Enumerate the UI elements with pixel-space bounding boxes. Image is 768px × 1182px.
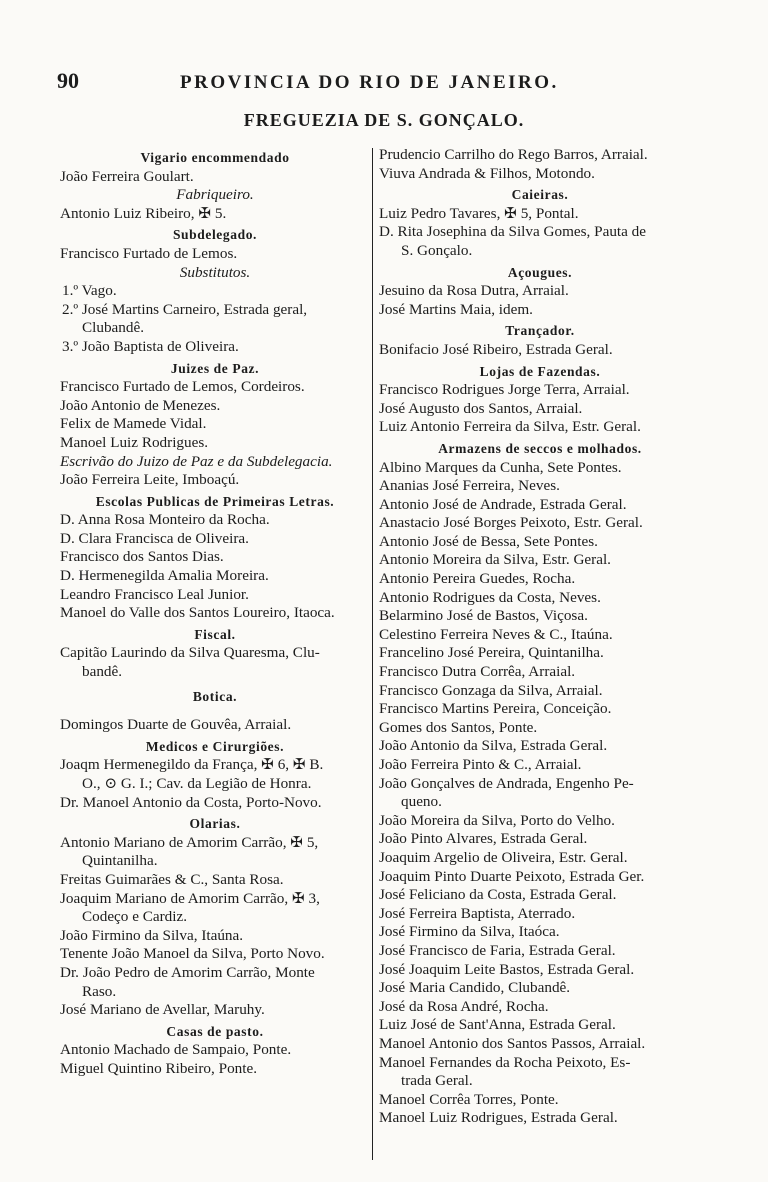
list-item: Joaqm Hermenegildo da França, ✠ 6, ✠ B. bbox=[60, 756, 324, 774]
casas-heading: Casas de pasto. bbox=[166, 1023, 264, 1039]
list-item: Freitas Guimarães & C., Santa Rosa. bbox=[60, 870, 284, 888]
list-item: Joaquim Mariano de Amorim Carrão, ✠ 3, bbox=[60, 889, 320, 907]
armazens-list bbox=[379, 459, 701, 1128]
list-item: Manoel Luiz Rodrigues. bbox=[60, 433, 209, 451]
lojas-heading: Lojas de Fazendas. bbox=[479, 363, 601, 379]
list-item: Manoel Corrêa Torres, Ponte. bbox=[379, 1090, 559, 1108]
list-item: Joaquim Pinto Duarte Peixoto, Estrada Ger. bbox=[379, 867, 645, 885]
list-item: Codeço e Cardiz. bbox=[82, 908, 188, 926]
caieiras-heading: Caieiras. bbox=[511, 187, 569, 203]
list-item: Antonio Machado de Sampaio, Ponte. bbox=[60, 1041, 292, 1059]
list-item: Tenente João Manoel da Silva, Porto Novo. bbox=[60, 945, 325, 963]
list-item: Francisco Rodrigues Jorge Terra, Arraial. bbox=[379, 381, 630, 399]
acougues-heading: Açougues. bbox=[507, 264, 573, 280]
section-title: FREGUEZIA DE S. GONÇALO. bbox=[243, 110, 525, 130]
substituto-entry-cont: Clubandê. bbox=[82, 319, 145, 337]
list-item: Anastacio José Borges Peixoto, Estr. Geral. bbox=[379, 514, 643, 532]
list-item: Miguel Quintino Ribeiro, Ponte. bbox=[60, 1059, 258, 1077]
list-item: Antonio Rodrigues da Costa, Neves. bbox=[379, 588, 601, 606]
trancador-entry: Bonifacio José Ribeiro, Estrada Geral. bbox=[379, 340, 613, 358]
fiscal-entry-cont: bandê. bbox=[82, 663, 123, 681]
trancador-heading: Trançador. bbox=[505, 323, 575, 339]
list-item: Luiz José de Sant'Anna, Estrada Geral. bbox=[379, 1016, 616, 1034]
caieiras-list bbox=[379, 205, 701, 261]
list-item: S. Gonçalo. bbox=[401, 241, 473, 259]
list-item: Ananias José Ferreira, Neves. bbox=[379, 477, 560, 495]
list-item: Antonio José de Bessa, Sete Pontes. bbox=[379, 532, 598, 550]
list-item: Jesuino da Rosa Dutra, Arraial. bbox=[379, 282, 569, 300]
list-item: José Martins Maia, idem. bbox=[379, 300, 533, 318]
vigario-entry: João Ferreira Goulart. bbox=[60, 167, 194, 185]
list-item: trada Geral. bbox=[401, 1072, 473, 1090]
list-item: D. Hermenegilda Amalia Moreira. bbox=[60, 567, 269, 585]
list-item: Antonio José de Andrade, Estrada Geral. bbox=[379, 495, 627, 513]
list-item: D. Rita Josephina da Silva Gomes, Pauta de bbox=[379, 223, 647, 241]
list-item: Francisco Dutra Corrêa, Arraial. bbox=[379, 663, 576, 681]
list-item: João Antonio da Silva, Estrada Geral. bbox=[379, 737, 608, 755]
list-item: Antonio Pereira Guedes, Rocha. bbox=[379, 570, 576, 588]
juizes-heading: Juizes de Paz. bbox=[170, 360, 260, 376]
list-item: Albino Marques da Cunha, Sete Pontes. bbox=[379, 458, 622, 476]
list-item: João Gonçalves de Andrada, Engenho Pe- bbox=[379, 774, 634, 792]
list-item: Manoel Luiz Rodrigues, Estrada Geral. bbox=[379, 1109, 618, 1127]
list-item: queno. bbox=[401, 793, 442, 811]
list-item: Raso. bbox=[82, 982, 117, 1000]
list-item: José Joaquim Leite Bastos, Estrada Geral. bbox=[379, 960, 635, 978]
list-item: Francisco dos Santos Dias. bbox=[60, 548, 224, 566]
escrivao-entry: João Ferreira Leite, Imboaçú. bbox=[60, 471, 240, 489]
list-item: Antonio Moreira da Silva, Estr. Geral. bbox=[379, 551, 611, 569]
list-item: Luiz Antonio Ferreira da Silva, Estr. Geral. bbox=[379, 418, 641, 436]
fiscal-heading: Fiscal. bbox=[194, 626, 236, 642]
list-item: Francisco Martins Pereira, Conceição. bbox=[379, 700, 612, 718]
list-item: João Antonio de Menezes. bbox=[60, 396, 221, 414]
list-item: José Francisco de Faria, Estrada Geral. bbox=[379, 941, 616, 959]
list-item: José Maria Candido, Clubandê. bbox=[379, 979, 571, 997]
list-item: Manoel Fernandes da Rocha Peixoto, Es- bbox=[379, 1053, 631, 1071]
escrivao-heading: Escrivão do Juizo de Paz e da Subdelegacia. bbox=[60, 452, 333, 470]
olarias-heading: Olarias. bbox=[189, 816, 241, 832]
escolas-heading: Escolas Publicas de Primeiras Letras. bbox=[95, 493, 335, 509]
medicos-list bbox=[60, 756, 370, 812]
lojas-list bbox=[379, 381, 701, 437]
subdelegado-heading: Subdelegado. bbox=[172, 227, 258, 243]
list-item: Gomes dos Santos, Ponte. bbox=[379, 718, 538, 736]
right-column bbox=[379, 146, 701, 1128]
botica-heading: Botica. bbox=[192, 688, 238, 704]
list-item: José da Rosa André, Rocha. bbox=[379, 997, 549, 1015]
fabriqueiro-heading: Fabriqueiro. bbox=[176, 186, 254, 204]
botica-entry: Domingos Duarte de Gouvêa, Arraial. bbox=[60, 716, 292, 734]
vigario-heading: Vigario encommendado bbox=[140, 150, 290, 165]
escolas-list bbox=[60, 511, 370, 623]
substituto-entry: 2.º José Martins Carneiro, Estrada geral, bbox=[62, 300, 308, 318]
list-item: Manoel do Valle dos Santos Loureiro, Itaoca. bbox=[60, 604, 335, 622]
list-item: João Ferreira Pinto & C., Arraial. bbox=[379, 756, 582, 773]
casas-list bbox=[60, 1041, 370, 1078]
medicos-heading: Medicos e Cirurgiões. bbox=[145, 738, 285, 754]
page-title: PROVINCIA DO RIO DE JANEIRO. bbox=[180, 72, 559, 93]
page-number: 90 bbox=[57, 68, 79, 93]
list-item: José Ferreira Baptista, Aterrado. bbox=[379, 904, 576, 922]
list-item: Dr. João Pedro de Amorim Carrão, Monte bbox=[60, 963, 315, 981]
list-item: José Firmino da Silva, Itaóca. bbox=[379, 923, 560, 941]
list-item: Felix de Mamede Vidal. bbox=[60, 415, 207, 433]
list-item: Celestino Ferreira Neves & C., Itaúna. bbox=[379, 625, 613, 643]
list-item: Leandro Francisco Leal Junior. bbox=[60, 585, 249, 603]
juizes-list bbox=[60, 378, 370, 452]
fiscal-entry: Capitão Laurindo da Silva Quaresma, Clu- bbox=[60, 644, 320, 662]
acougues-list bbox=[379, 282, 701, 319]
left-column bbox=[60, 146, 370, 1079]
list-item: Antonio Mariano de Amorim Carrão, ✠ 5, bbox=[60, 833, 319, 851]
list-item: Francelino José Pereira, Quintanilha. bbox=[379, 644, 604, 662]
list-item: Dr. Manoel Antonio da Costa, Porto-Novo. bbox=[60, 793, 322, 811]
list-item: João Moreira da Silva, Porto do Velho. bbox=[379, 811, 615, 829]
list-item: Francisco Gonzaga da Silva, Arraial. bbox=[379, 681, 603, 699]
armazens-heading: Armazens de seccos e molhados. bbox=[438, 440, 642, 456]
list-item: João Firmino da Silva, Itaúna. bbox=[60, 926, 244, 944]
list-item: D. Anna Rosa Monteiro da Rocha. bbox=[60, 511, 270, 529]
substitutos-heading: Substitutos. bbox=[179, 263, 251, 281]
fabriqueiro-entry: Antonio Luiz Ribeiro, ✠ 5. bbox=[60, 204, 227, 222]
olarias-list bbox=[60, 834, 370, 1020]
list-item: Prudencio Carrilho do Rego Barros, Arraial. bbox=[379, 146, 648, 163]
list-item: João Pinto Alvares, Estrada Geral. bbox=[379, 830, 588, 848]
list-item: José Mariano de Avellar, Maruhy. bbox=[60, 1001, 265, 1019]
substituto-entry: 1.º Vago. bbox=[62, 282, 117, 300]
list-item: José Augusto dos Santos, Arraial. bbox=[379, 399, 583, 417]
column-divider bbox=[372, 148, 373, 1160]
list-item: D. Clara Francisca de Oliveira. bbox=[60, 529, 249, 547]
list-item: Luiz Pedro Tavares, ✠ 5, Pontal. bbox=[379, 204, 579, 222]
list-item: José Feliciano da Costa, Estrada Geral. bbox=[379, 886, 617, 904]
list-item: Viuva Andrada & Filhos, Motondo. bbox=[379, 164, 595, 182]
list-item: Manoel Antonio dos Santos Passos, Arraial. bbox=[379, 1034, 646, 1052]
list-item: Belarmino José de Bastos, Viçosa. bbox=[379, 607, 588, 625]
list-item: Quintanilha. bbox=[82, 852, 158, 870]
list-item: Joaquim Argelio de Oliveira, Estr. Geral. bbox=[379, 848, 628, 866]
substituto-entry: 3.º João Baptista de Oliveira. bbox=[62, 337, 239, 355]
subdelegado-entry: Francisco Furtado de Lemos. bbox=[60, 244, 238, 262]
list-item: Francisco Furtado de Lemos, Cordeiros. bbox=[60, 378, 305, 396]
spacer bbox=[60, 706, 370, 716]
list-item: O., ⊙ G. I.; Cav. da Legião de Honra. bbox=[82, 775, 312, 792]
